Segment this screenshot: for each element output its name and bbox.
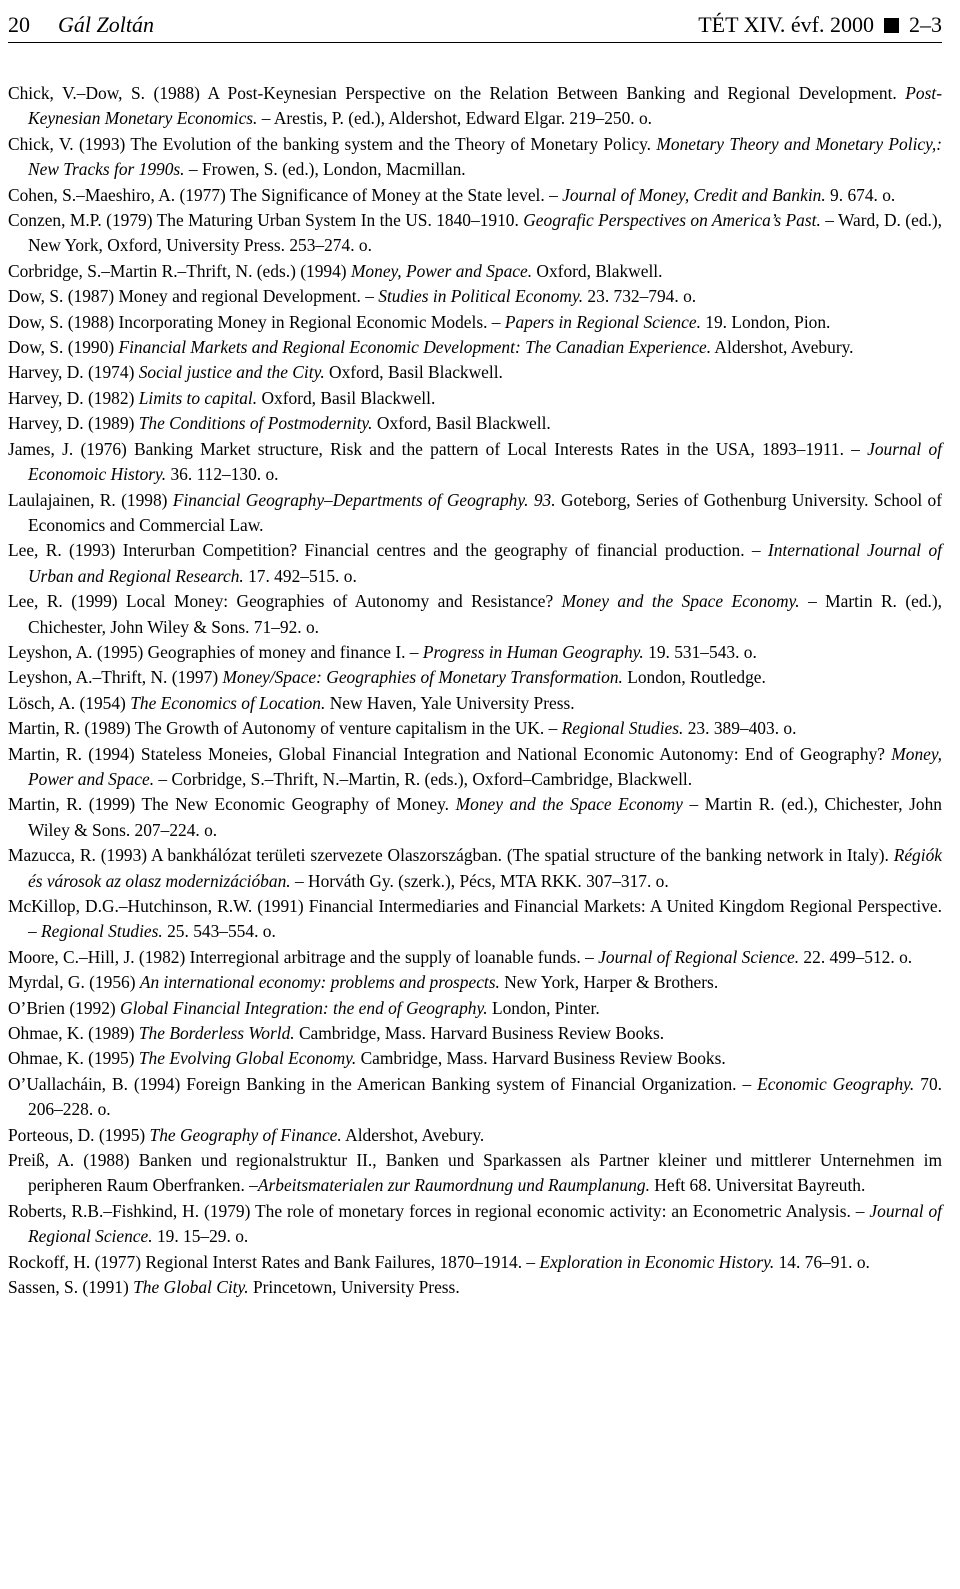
reference-entry	[8, 945, 942, 970]
reference-entry	[8, 996, 942, 1021]
reference-text: 22. 499–512. o.	[799, 946, 913, 967]
reference-entry	[8, 691, 942, 716]
reference-title: Journal of Regional Science.	[598, 946, 800, 967]
reference-text: – Arestis, P. (ed.), Aldershot, Edward Elgar. 219–250. o.	[257, 108, 653, 129]
reference-text: Cohen, S.–Maeshiro, A. (1977) The Significance of Money at the State level. –	[8, 184, 563, 205]
reference-text: Goteborg, Series of Gothenburg University. School of Economics and Commercial Law.	[28, 489, 943, 535]
reference-entry	[8, 1123, 942, 1148]
square-bullet-icon	[884, 18, 899, 33]
reference-text: Leyshon, A.–Thrift, N. (1997)	[8, 667, 223, 688]
reference-title: Regional Studies.	[41, 921, 163, 942]
page-number: 20	[8, 12, 30, 37]
reference-title: Money/Space: Geographies of Monetary Transformation.	[222, 667, 623, 688]
reference-text: Harvey, D. (1989)	[8, 413, 139, 434]
reference-entry	[8, 1199, 942, 1250]
reference-entry	[8, 792, 942, 843]
reference-title: The Borderless World.	[138, 1023, 295, 1044]
reference-text: McKillop, D.G.–Hutchinson, R.W. (1991) Financial Intermediaries and Financial Markets: A United Kingdom Regional Perspective. –	[8, 896, 942, 942]
reference-title: Money and the Space Economy.	[561, 591, 800, 612]
reference-text: Princetown, University Press.	[248, 1277, 460, 1298]
reference-entry	[8, 1021, 942, 1046]
reference-text: Rockoff, H. (1977) Regional Interst Rates and Bank Failures, 1870–1914. –	[8, 1251, 540, 1272]
reference-title: Exploration in Economic History.	[539, 1251, 775, 1272]
header-right	[698, 12, 942, 38]
reference-title: The Conditions of Postmodernity.	[138, 413, 373, 434]
reference-list	[8, 81, 942, 1301]
reference-entry	[8, 81, 942, 132]
reference-text: Oxford, Basil Blackwell.	[372, 413, 551, 434]
reference-title: Post-Keynesian Monetary Economics.	[28, 83, 942, 129]
reference-text: 70. 206–228. o.	[28, 1073, 942, 1120]
reference-text: 17. 492–515. o.	[243, 565, 357, 586]
reference-title: Money and the Space Economy	[455, 794, 683, 815]
header-author: Gál Zoltán	[58, 12, 154, 37]
header-left	[8, 12, 154, 38]
reference-text: Cambridge, Mass. Harvard Business Review Books.	[294, 1023, 665, 1044]
reference-text: O’Brien (1992)	[8, 997, 121, 1018]
reference-text: 19. 15–29. o.	[152, 1226, 249, 1247]
reference-entry	[8, 1072, 942, 1123]
reference-title: Economic Geography.	[757, 1073, 915, 1094]
reference-title: Financial Geography–Departments of Geography. 93.	[172, 489, 556, 510]
reference-title: Journal of Regional Science.	[28, 1200, 942, 1247]
reference-text: 19. London, Pion.	[700, 311, 831, 332]
reference-entry	[8, 284, 942, 309]
reference-entry	[8, 360, 942, 385]
reference-text: Moore, C.–Hill, J. (1982) Interregional arbitrage and the supply of loanable funds. –	[8, 946, 599, 967]
reference-entry	[8, 259, 942, 284]
reference-text: Heft 68. Universitat Bayreuth.	[649, 1175, 866, 1196]
reference-text: Lösch, A. (1954)	[8, 692, 131, 713]
reference-text: Chick, V.–Dow, S. (1988) A Post-Keynesian Perspective on the Relation Between Banking and Regional Development.	[8, 83, 906, 103]
reference-text: Ohmae, K. (1995)	[8, 1048, 139, 1069]
reference-text: New Haven, Yale University Press.	[325, 692, 575, 713]
reference-title: The Global City.	[133, 1277, 249, 1298]
reference-text: – Horváth Gy. (szerk.), Pécs, MTA RKK. 307–317. o.	[290, 870, 669, 891]
reference-entry	[8, 386, 942, 411]
reference-title: The Evolving Global Economy.	[138, 1048, 357, 1069]
reference-entry	[8, 183, 942, 208]
reference-text: Harvey, D. (1974)	[8, 362, 139, 383]
reference-text: 9. 674. o.	[825, 184, 896, 205]
reference-entry	[8, 589, 942, 640]
reference-text: Aldershot, Avebury.	[711, 337, 854, 358]
reference-title: Geografic Perspectives on America’s Past.	[523, 210, 821, 231]
reference-text: Cambridge, Mass. Harvard Business Review Books.	[356, 1048, 726, 1069]
reference-title: Social justice and the City.	[138, 362, 325, 383]
reference-title: Papers in Regional Science.	[504, 311, 701, 332]
reference-entry	[8, 843, 942, 894]
reference-entry	[8, 132, 942, 183]
reference-text: Oxford, Basil Blackwell.	[257, 387, 436, 408]
reference-text: Porteous, D. (1995)	[8, 1124, 150, 1145]
reference-text: O’Uallacháin, B. (1994) Foreign Banking in the American Banking system of Financial Organization. –	[8, 1073, 758, 1094]
reference-text: Aldershot, Avebury.	[341, 1124, 485, 1145]
reference-text: 19. 531–543. o.	[643, 641, 757, 662]
reference-entry	[8, 310, 942, 335]
reference-text: Roberts, R.B.–Fishkind, H. (1979) The role of monetary forces in regional economic activity: an Econometric Analysis. –	[8, 1200, 870, 1221]
reference-title: Arbeitsmaterialen zur Raumordnung und Raumplanung.	[257, 1175, 650, 1196]
reference-title: Journal of Money, Credit and Bankin.	[562, 184, 826, 205]
reference-text: Sassen, S. (1991)	[8, 1277, 134, 1298]
reference-title: Journal of Economoic History.	[28, 438, 942, 485]
reference-text: 36. 112–130. o.	[166, 464, 279, 485]
reference-title: Studies in Political Economy.	[378, 286, 584, 307]
reference-text: Lee, R. (1999) Local Money: Geographies of Autonomy and Resistance?	[8, 591, 562, 612]
header-issue: 2–3	[909, 12, 942, 37]
reference-text: Dow, S. (1988) Incorporating Money in Regional Economic Models. –	[8, 311, 505, 332]
reference-title: Monetary Theory and Monetary Policy,: New Tracks for 1990s.	[28, 133, 943, 180]
reference-text: – Corbridge, S.–Thrift, N.–Martin, R. (eds.), Oxford–Cambridge, Blackwell.	[154, 768, 693, 789]
reference-text: London, Routledge.	[622, 667, 766, 688]
reference-text: 25. 543–554. o.	[162, 921, 276, 942]
reference-title: Global Financial Integration: the end of Geography.	[120, 997, 488, 1018]
reference-entry	[8, 538, 942, 589]
reference-entry	[8, 335, 942, 360]
reference-title: Money, Power and Space.	[28, 743, 942, 789]
reference-text: London, Pinter.	[487, 997, 600, 1018]
reference-entry	[8, 1148, 942, 1199]
reference-text: Harvey, D. (1982)	[8, 387, 139, 408]
reference-title: The Economics of Location.	[130, 692, 326, 713]
reference-entry	[8, 208, 942, 259]
reference-title: Progress in Human Geography.	[422, 641, 644, 662]
reference-text: Oxford, Basil Blackwell.	[324, 362, 503, 383]
reference-text: Martin, R. (1994) Stateless Moneies, Global Financial Integration and National Economic Autonomy: End of Geography?	[8, 743, 892, 764]
reference-entry	[8, 640, 942, 665]
reference-text: Oxford, Blakwell.	[532, 260, 663, 281]
reference-entry	[8, 665, 942, 690]
reference-title: Money, Power and Space.	[350, 260, 533, 281]
reference-text: New York, Harper & Brothers.	[499, 972, 719, 993]
reference-entry	[8, 716, 942, 741]
reference-text: Dow, S. (1990)	[8, 337, 119, 358]
reference-text: Leyshon, A. (1995) Geographies of money and finance I. –	[8, 641, 423, 662]
reference-text: James, J. (1976) Banking Market structure, Risk and the pattern of Local Interests Rates in the USA, 1893–1911. –	[8, 438, 868, 459]
reference-text: Martin, R. (1999) The New Economic Geography of Money.	[8, 794, 456, 815]
reference-text: Martin, R. (1989) The Growth of Autonomy of venture capitalism in the UK. –	[8, 718, 562, 739]
running-header	[8, 0, 942, 43]
reference-text: – Martin R. (ed.), Chichester, John Wiley & Sons. 207–224. o.	[28, 794, 942, 840]
reference-text: Ohmae, K. (1989)	[8, 1023, 139, 1044]
reference-entry	[8, 970, 942, 995]
reference-title: An international economy: problems and prospects.	[139, 972, 500, 993]
reference-text: Dow, S. (1987) Money and regional Development. –	[8, 286, 379, 307]
reference-text: Lee, R. (1993) Interurban Competition? Financial centres and the geography of financial production. –	[8, 540, 768, 561]
reference-entry	[8, 488, 942, 539]
reference-text: 23. 389–403. o.	[683, 718, 797, 739]
reference-entry	[8, 742, 942, 793]
reference-title: Financial Markets and Regional Economic Development: The Canadian Experience.	[118, 337, 712, 358]
reference-text: Laulajainen, R. (1998)	[8, 489, 173, 510]
reference-text: 14. 76–91. o.	[774, 1251, 870, 1272]
reference-entry	[8, 437, 942, 488]
reference-entry	[8, 894, 942, 945]
reference-entry	[8, 411, 942, 436]
reference-text: – Ward, D. (ed.), New York, Oxford, University Press. 253–274. o.	[28, 210, 943, 256]
reference-title: Régiók és városok az olasz modernizációban.	[28, 845, 942, 891]
reference-text: Corbridge, S.–Martin R.–Thrift, N. (eds.) (1994)	[8, 260, 351, 281]
header-journal: TÉT XIV. évf. 2000	[698, 12, 874, 37]
reference-text: Mazucca, R. (1993) A bankhálózat területi szervezete Olaszországban. (The spatial structure of the banking network in Italy).	[8, 845, 894, 866]
reference-title: Regional Studies.	[561, 718, 684, 739]
reference-title: Limits to capital.	[138, 387, 258, 408]
reference-text: – Martin R. (ed.), Chichester, John Wiley & Sons. 71–92. o.	[28, 591, 943, 637]
reference-text: Preiß, A. (1988) Banken und regionalstruktur II., Banken und Sparkassen als Partner kleiner und mittlerer Unternehmen im peripheren Raum Oberfranken. –	[8, 1150, 942, 1196]
reference-text: Conzen, M.P. (1979) The Maturing Urban System In the US. 1840–1910.	[8, 210, 524, 231]
reference-text: – Frowen, S. (ed.), London, Macmillan.	[184, 159, 466, 180]
reference-entry	[8, 1250, 942, 1275]
reference-text: 23. 732–794. o.	[583, 286, 697, 307]
reference-title: International Journal of Urban and Regional Research.	[28, 540, 942, 586]
reference-title: The Geography of Finance.	[149, 1124, 342, 1145]
reference-text: Myrdal, G. (1956)	[8, 972, 140, 993]
reference-entry	[8, 1046, 942, 1071]
reference-text: Chick, V. (1993) The Evolution of the banking system and the Theory of Monetary Policy.	[8, 133, 657, 154]
reference-entry	[8, 1275, 942, 1300]
